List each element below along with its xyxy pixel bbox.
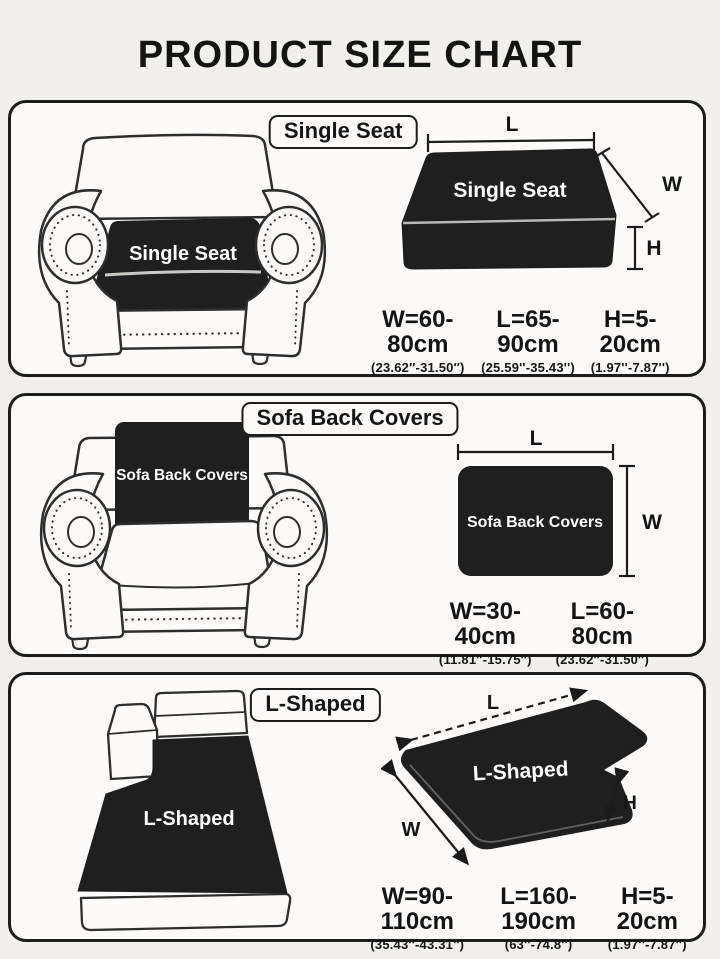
dimensions-row <box>361 307 679 375</box>
l-shaped-panel <box>8 672 706 953</box>
cover-label: Single Seat <box>453 179 567 202</box>
cover-label: L-Shaped <box>143 808 235 830</box>
dimension-l <box>477 884 601 952</box>
dimension-metric: H=5-20cm <box>616 883 678 936</box>
dimension-imperial: (1.97''-7.87'') <box>607 937 687 953</box>
dimension-h <box>581 307 679 375</box>
page-title: PRODUCT SIZE CHART <box>137 34 583 76</box>
sofa-back-covers-panel <box>8 393 706 668</box>
dimensions-row <box>358 884 694 952</box>
armchair-back-cover-illustration <box>25 412 345 658</box>
chair-back <box>71 135 277 219</box>
cover-label: L-Shaped <box>472 757 570 786</box>
h-dimension-label: H <box>623 793 637 814</box>
h-dimension-line <box>627 227 643 269</box>
dimension-metric: L=60-80cm <box>570 598 634 651</box>
panel-title-chip: L-Shaped <box>250 688 380 722</box>
dimension-w <box>361 307 475 375</box>
dimension-imperial: (23.62″-31.50″) <box>555 652 650 668</box>
panel-title-chip: Sofa Back Covers <box>242 402 459 436</box>
dimension-metric: L=65-90cm <box>496 306 560 359</box>
dimension-imperial: (25.59''-35.43'') <box>481 360 575 376</box>
w-dimension-label: W <box>401 819 421 841</box>
dimension-w <box>358 884 477 952</box>
sectional-sofa-illustration <box>21 688 341 936</box>
dimension-metric: H=5-20cm <box>599 306 661 359</box>
panel-title-chip: Single Seat <box>269 115 418 149</box>
dimension-metric: W=30-40cm <box>449 598 521 651</box>
dimension-imperial: (1.97''-7.87'') <box>590 360 670 376</box>
single-seat-size-diagram <box>388 111 718 301</box>
dimension-h <box>601 884 694 952</box>
dimension-imperial: (23.62″-31.50″) <box>371 360 465 376</box>
cushion-cover-shape <box>402 149 616 269</box>
dimension-l <box>546 599 659 667</box>
armchair-illustration <box>23 129 343 375</box>
l-dimension-label: L <box>486 692 500 714</box>
cover-label: Sofa Back Covers <box>466 514 604 531</box>
dimension-imperial: (35.43''-43.31'') <box>370 937 465 953</box>
dimension-w <box>425 599 546 667</box>
sofa-base <box>81 894 290 930</box>
dimension-metric: L=160-190cm <box>500 883 577 936</box>
dimension-imperial: (11.81″-15.75″) <box>438 652 532 668</box>
h-dimension-label: H <box>646 237 662 260</box>
l-dimension-label: L <box>505 113 519 136</box>
dimension-metric: W=60-80cm <box>382 306 454 359</box>
dimension-metric: W=90-110cm <box>380 883 454 936</box>
l-dimension-label: L <box>529 430 543 450</box>
back-cover-size-diagram <box>415 430 715 605</box>
l-shaped-size-diagram <box>381 683 720 883</box>
sofa-armrest <box>108 704 158 779</box>
seat-cover-label: Single Seat <box>129 243 237 265</box>
w-dimension-label: W <box>642 511 662 534</box>
dimension-l <box>475 307 582 375</box>
w-dimension-label: W <box>662 173 682 196</box>
dimensions-row <box>425 599 659 667</box>
w-dimension-line <box>619 466 635 576</box>
back-cover-label: Sofa Back Covers <box>116 467 248 484</box>
single-seat-panel <box>8 100 706 377</box>
dimension-imperial: (63''-74.8'') <box>504 937 573 953</box>
